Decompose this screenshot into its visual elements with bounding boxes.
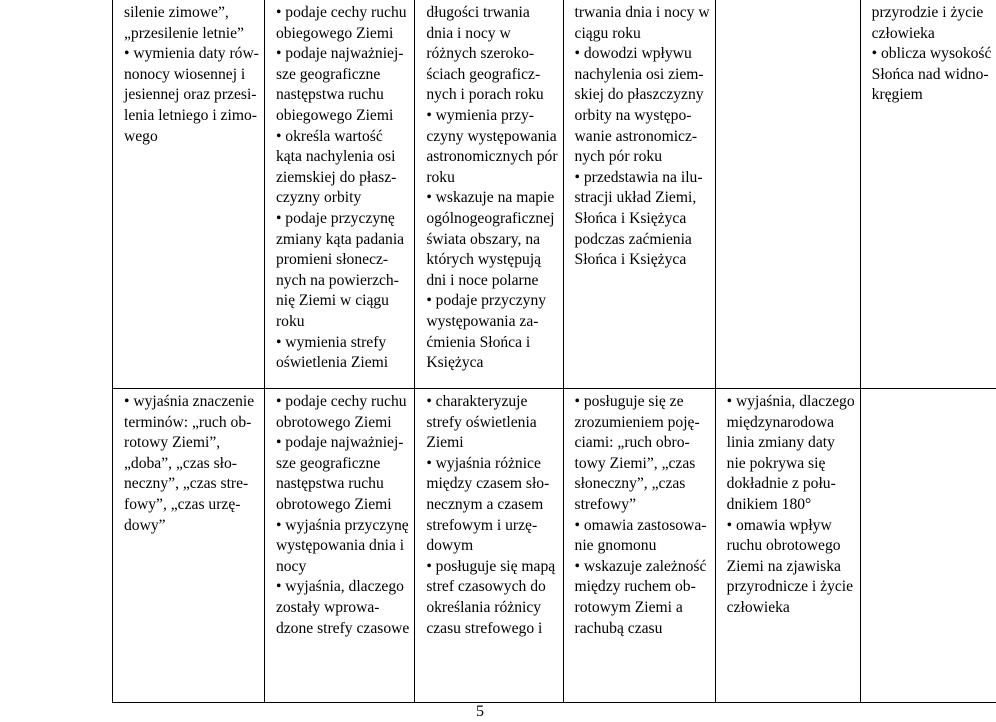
cell-text-line: • podaje przyczynę <box>275 209 395 227</box>
cell-text-line: ćmienia Słońca i <box>426 333 531 351</box>
cell-text-line: dokładnie z połu- <box>726 475 836 493</box>
cell-text-line: kąta nachylenia osi <box>275 148 396 166</box>
cell-text-line: Ziemi na zjawiska <box>726 557 841 575</box>
table-cell <box>415 389 563 703</box>
table-cell <box>715 0 860 389</box>
cell-text-line: • posługuje się mapą <box>426 557 556 575</box>
cell-text-line: czyzny orbity <box>275 189 362 207</box>
cell-text-line: Księżyca <box>426 354 484 372</box>
cell-text-line: Słońca nad widno- <box>871 65 989 83</box>
cell-text-line: nych pór roku <box>574 148 663 166</box>
cell-text-line: • wskazuje zależność <box>574 557 707 575</box>
cell-text-line: rachubą czasu <box>574 619 663 637</box>
table-cell <box>415 0 563 389</box>
table-cell <box>264 0 414 389</box>
cell-text-line: • wymienia daty rów- <box>124 45 259 63</box>
cell-text-line: jesiennej oraz przesi- <box>124 86 257 104</box>
cell-text-line: „przesilenie letnie” <box>124 24 244 42</box>
cell-text-line: występowania za- <box>426 312 539 330</box>
table-cell <box>113 0 265 389</box>
cell-text-line: dzone strefy czasowe <box>275 619 410 637</box>
cell-text-line: stracji układ Ziemi, <box>574 189 697 207</box>
cell-text-line: ziemskiej do płasz- <box>275 168 397 186</box>
cell-text-line: nych na powierzch- <box>275 271 399 289</box>
cell-text-line: • dowodzi wpływu <box>574 45 692 63</box>
cell-text-line: których występują <box>426 251 542 269</box>
cell-text-line: zrozumieniem poję- <box>574 413 700 431</box>
cell-text-line: necznym a czasem <box>426 495 544 513</box>
cell-text-line: sze geograficzne <box>275 454 381 472</box>
cell-text-line: • wyjaśnia znaczenie <box>124 393 255 410</box>
cell-text-line: roku <box>426 168 455 186</box>
cell-text-line: przyrodnicze i życie <box>726 578 854 596</box>
table-cell <box>113 389 265 703</box>
cell-text-line: obiegowego Ziemi <box>275 24 394 42</box>
cell-text-line: fowy”, „czas urzę- <box>124 495 241 513</box>
cell-text-line: obrotowego Ziemi <box>275 495 392 513</box>
cell-text-line: skiej do płaszczyzny <box>574 86 704 104</box>
cell-text-line: nie pokrywa się <box>726 454 826 472</box>
cell-text-line: między ruchem ob- <box>574 578 696 596</box>
cell-text-line: „doba”, „czas sło- <box>124 454 237 472</box>
cell-text-line: strefy oświetlenia <box>426 413 537 431</box>
cell-text-line: słoneczny”, „czas <box>574 475 686 493</box>
cell-text-line: • omawia wpływ <box>726 516 832 534</box>
cell-text-line: człowieka <box>871 24 935 42</box>
table-cell <box>860 0 996 389</box>
cell-text-line: ściach geograficz- <box>426 65 541 83</box>
cell-text-line: dnikiem 180° <box>726 495 812 513</box>
cell-text-line: • określa wartość <box>275 127 383 145</box>
table-cell <box>563 389 715 703</box>
cell-text-line: Ziemi <box>426 434 464 452</box>
cell-text-line: między czasem sło- <box>426 475 550 493</box>
cell-text-line: • podaje przyczyny <box>426 292 547 310</box>
cell-text-line: kręgiem <box>871 86 923 104</box>
cell-text-line: • podaje cechy ruchu <box>275 4 407 21</box>
cell-text-line: Słońca i Księżyca <box>574 209 687 227</box>
cell-text-line: ogólnogeograficznej <box>426 209 555 227</box>
cell-text-line: zmiany kąta padania <box>275 230 405 248</box>
cell-text-line: • przedstawia na ilu- <box>574 168 703 186</box>
cell-text-line: dowym <box>426 537 474 555</box>
cell-text-line: rotowy Ziemi”, <box>124 434 221 452</box>
cell-text-line: strefowym i urzę- <box>426 516 538 534</box>
cell-text-line: neczny”, „czas stre- <box>124 475 249 493</box>
page-number: 5 <box>476 703 484 720</box>
cell-text-line: sze geograficzne <box>275 65 381 83</box>
cell-text-line: • wymienia strefy <box>275 333 387 351</box>
cell-text-line: międzynarodowa <box>726 413 835 431</box>
cell-text-line: terminów: „ruch ob- <box>124 413 252 431</box>
cell-text-line: linia zmiany daty <box>726 434 835 452</box>
curriculum-table <box>112 0 996 703</box>
cell-text-line: nocy <box>275 557 307 575</box>
cell-text-line: nych i porach roku <box>426 86 544 104</box>
cell-text-line: długości trwania <box>426 4 530 21</box>
cell-text-line: • posługuje się ze <box>574 393 684 410</box>
cell-text-line: • wyjaśnia różnice <box>426 454 541 472</box>
cell-text-line: • podaje najważniej- <box>275 45 404 63</box>
cell-text-line: obrotowego Ziemi <box>275 413 392 431</box>
cell-text-line: • charakteryzuje <box>426 393 528 410</box>
cell-text-line: towy Ziemi”, „czas <box>574 454 696 472</box>
cell-text-line: ciami: „ruch obro- <box>574 434 690 452</box>
cell-text-line: nię Ziemi w ciągu <box>275 292 389 310</box>
table-cell <box>563 0 715 389</box>
cell-text-line: świata obszary, na <box>426 230 541 248</box>
cell-text-line: oświetlenia Ziemi <box>275 354 389 372</box>
cell-text-line: przyrodzie i życie <box>871 4 984 21</box>
cell-text-line: wanie astronomicz- <box>574 127 698 145</box>
cell-text-line: zostały wprowa- <box>275 598 380 616</box>
cell-text-line: następstwa ruchu <box>275 475 384 493</box>
cell-text-line: • omawia zastosowa- <box>574 516 707 534</box>
cell-text-line: nonocy wiosennej i <box>124 65 246 83</box>
cell-text-line: promieni słonecz- <box>275 251 389 269</box>
cell-text-line: • wyjaśnia, dlaczego <box>726 393 855 410</box>
cell-text-line: dnia i nocy w <box>426 24 511 42</box>
cell-text-line: astronomicznych pór <box>426 148 558 166</box>
table-row <box>113 389 996 703</box>
cell-text-line: • wymienia przy- <box>426 106 534 124</box>
cell-text-line: człowieka <box>726 598 790 616</box>
cell-text-line: czyny występowania <box>426 127 557 145</box>
cell-text-line: • wyjaśnia przyczynę <box>275 516 409 534</box>
cell-text-line: • oblicza wysokość <box>871 45 992 63</box>
table-cell <box>860 389 996 703</box>
cell-text-line: trwania dnia i nocy w <box>574 4 710 21</box>
cell-text-line: czasu strefowego i <box>426 619 543 637</box>
table-cell <box>715 389 860 703</box>
cell-text-line: rotowym Ziemi a <box>574 598 683 616</box>
cell-text-line: wego <box>124 127 158 145</box>
cell-text-line: • podaje cechy ruchu <box>275 393 407 410</box>
table-cell <box>264 389 414 703</box>
cell-text-line: stref czasowych do <box>426 578 546 596</box>
cell-text-line: • wskazuje na mapie <box>426 189 555 207</box>
cell-text-line: • wyjaśnia, dlaczego <box>275 578 404 596</box>
cell-text-line: lenia letniego i zimo- <box>124 106 257 124</box>
cell-text-line: orbity na występo- <box>574 106 692 124</box>
cell-text-line: nie gnomonu <box>574 537 657 555</box>
cell-text-line: następstwa ruchu <box>275 86 384 104</box>
table-row <box>113 0 996 389</box>
cell-text-line: • podaje najważniej- <box>275 434 404 452</box>
cell-text-line: nachylenia osi ziem- <box>574 65 704 83</box>
cell-text-line: ciągu roku <box>574 24 641 42</box>
cell-text-line: dni i noce polarne <box>426 271 539 289</box>
cell-text-line: roku <box>275 312 305 330</box>
cell-text-line: Słońca i Księżyca <box>574 251 687 269</box>
cell-text-line: ruchu obrotowego <box>726 537 841 555</box>
cell-text-line: różnych szeroko- <box>426 45 535 63</box>
cell-text-line: dowy” <box>124 516 166 534</box>
cell-text-line: silenie zimowe”, <box>124 4 229 21</box>
cell-text-line: strefowy” <box>574 495 637 513</box>
cell-text-line: występowania dnia i <box>275 537 405 555</box>
cell-text-line: podczas zaćmienia <box>574 230 692 248</box>
cell-text-line: obiegowego Ziemi <box>275 106 394 124</box>
cell-text-line: określania różnicy <box>426 598 542 616</box>
